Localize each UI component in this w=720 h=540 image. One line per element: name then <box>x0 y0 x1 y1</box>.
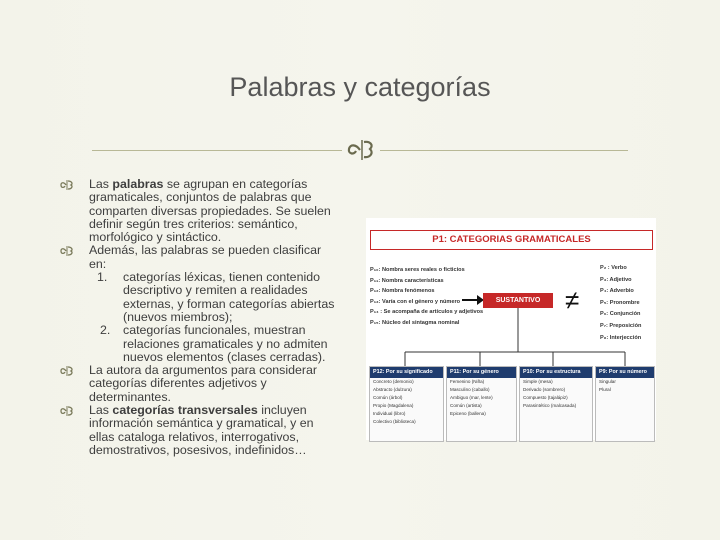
box-item: Propio (Magdalena) <box>373 403 414 408</box>
classification-box <box>595 366 655 442</box>
box-item: Colectivo (biblioteca) <box>373 419 416 424</box>
text-line: en: <box>89 256 107 271</box>
text-run: incluyen <box>257 403 307 418</box>
text-line: determinantes. <box>89 389 171 404</box>
text-line: nuevos elementos (clases cerradas). <box>123 349 326 364</box>
item-number: 1. <box>97 270 108 285</box>
box-item: Epiceno (ballena) <box>450 411 486 416</box>
box-item: Masculino (caballo) <box>450 387 490 392</box>
bullet-icon <box>60 180 74 190</box>
text-run: morfológico y sintáctico. <box>89 230 222 245</box>
classification-box <box>446 366 517 442</box>
text-line <box>89 178 360 191</box>
text-run: comparten diversas propiedades. Se suelen <box>89 203 331 218</box>
property-right: P₄: Adverbio <box>600 288 634 295</box>
box-item: Concreto (demonio) <box>373 379 414 384</box>
text-line: relaciones gramaticales y no admiten <box>123 336 328 351</box>
text-run: definir según tres criterios: semántico, <box>89 216 298 231</box>
property-right: P₂ : Verbo <box>600 265 627 271</box>
sustantivo-label: SUSTANTIVO <box>483 293 553 308</box>
property-right: P₇: Preposición <box>600 323 642 329</box>
text-line <box>89 431 360 444</box>
text-run: se agrupan en categorías <box>163 177 308 191</box>
bullet-icon <box>60 366 74 376</box>
arrow-right-icon <box>462 294 484 306</box>
bullet-icon <box>60 406 74 416</box>
text-line: (nuevos miembros); <box>123 309 233 324</box>
numbered-item <box>60 271 360 324</box>
property-left: P₁₁: Nombra características <box>370 277 444 284</box>
bullet-item <box>60 244 360 271</box>
box-header: P11: Por su género <box>447 367 516 378</box>
box-item: Femenino (Niña) <box>450 379 485 384</box>
classification-box <box>519 366 593 442</box>
diagram-title: P1: CATEGORIAS GRAMATICALES <box>370 230 653 250</box>
box-item: Singular <box>599 379 616 384</box>
box-item: Individual (libro) <box>373 411 406 416</box>
property-right: P₃: Adjetivo <box>600 276 632 283</box>
box-item: Común (árbol) <box>373 395 403 400</box>
box-item: Compuesto (tajalápiz) <box>523 395 568 400</box>
text-run: demostrativos, posesivos, indefinidos… <box>89 442 307 457</box>
box-item: Abstracto (dulzura) <box>373 387 412 392</box>
text-line <box>89 417 360 430</box>
grammar-diagram <box>366 218 656 440</box>
box-item: Común (artista) <box>450 403 482 408</box>
text-line <box>89 444 360 457</box>
text-run: Las <box>89 177 113 191</box>
property-right: P₈: Interjección <box>600 334 642 341</box>
property-left: P₁₃: Varía con el género y número <box>370 298 461 305</box>
text-line: categorías diferentes adjetivos y <box>89 376 267 391</box>
bold-term: categorías transversales <box>112 403 258 418</box>
text-line: La autora da argumentos para considerar <box>89 363 317 378</box>
property-left: P₁₅: Núcleo del sintagma nominal <box>370 320 460 326</box>
box-item: Parasintético (malcasada) <box>523 403 577 408</box>
text-line: categorías léxicas, tienen contenido <box>123 270 320 285</box>
text-run: gramaticales, conjuntos de palabras que <box>89 190 312 205</box>
box-item: Derivado (sombrero) <box>523 387 566 392</box>
item-number: 2. <box>100 323 111 338</box>
slide-body <box>60 178 360 457</box>
property-right: P₅: Pronombre <box>600 299 640 306</box>
text-line: externas, y forman categorías abiertas <box>123 296 335 311</box>
text-line: categorías funcionales, muestran <box>123 323 306 338</box>
box-header: P10: Por su estructura <box>520 367 592 378</box>
text-run: Las <box>89 403 113 418</box>
box-item: Ambiguo (mar, lente) <box>450 395 493 400</box>
text-line <box>89 205 360 218</box>
text-line <box>89 404 360 417</box>
bullet-item <box>60 364 360 404</box>
text-line <box>89 218 360 231</box>
slide-title: Palabras y categorías <box>229 72 491 102</box>
divider-left <box>92 150 342 151</box>
box-header: P9: Por su número <box>596 367 654 378</box>
text-line: descriptivo y remiten a realidades <box>123 283 308 298</box>
not-equal-symbol: ≠ <box>565 285 580 315</box>
bullet-item <box>60 404 360 457</box>
bullet-icon <box>60 246 74 256</box>
box-item: Plural <box>599 387 611 392</box>
property-left: P₁₂: Nombra fenómenos <box>370 288 435 295</box>
text-line <box>89 191 360 204</box>
bold-term: palabras <box>112 177 164 191</box>
text-run: información semántica y gramatical, y en <box>89 416 314 431</box>
text-line <box>89 231 360 244</box>
box-header: P12: Por su significado <box>370 367 443 378</box>
property-left: P₁₀: Nombra seres reales o ficticios <box>370 267 465 273</box>
property-right: P₆: Conjunción <box>600 311 641 318</box>
numbered-item <box>60 324 360 364</box>
property-left: P₁₄ : Se acompaña de artículos y adjetivos <box>370 309 484 316</box>
bullet-item <box>60 178 360 244</box>
text-line: Además, las palabras se pueden clasificar <box>89 243 322 258</box>
divider-right <box>380 150 628 151</box>
classification-box <box>369 366 444 442</box>
text-run: ellas cataloga relativos, interrogativos, <box>89 429 300 444</box>
box-item: Simple (mesa) <box>523 379 553 384</box>
